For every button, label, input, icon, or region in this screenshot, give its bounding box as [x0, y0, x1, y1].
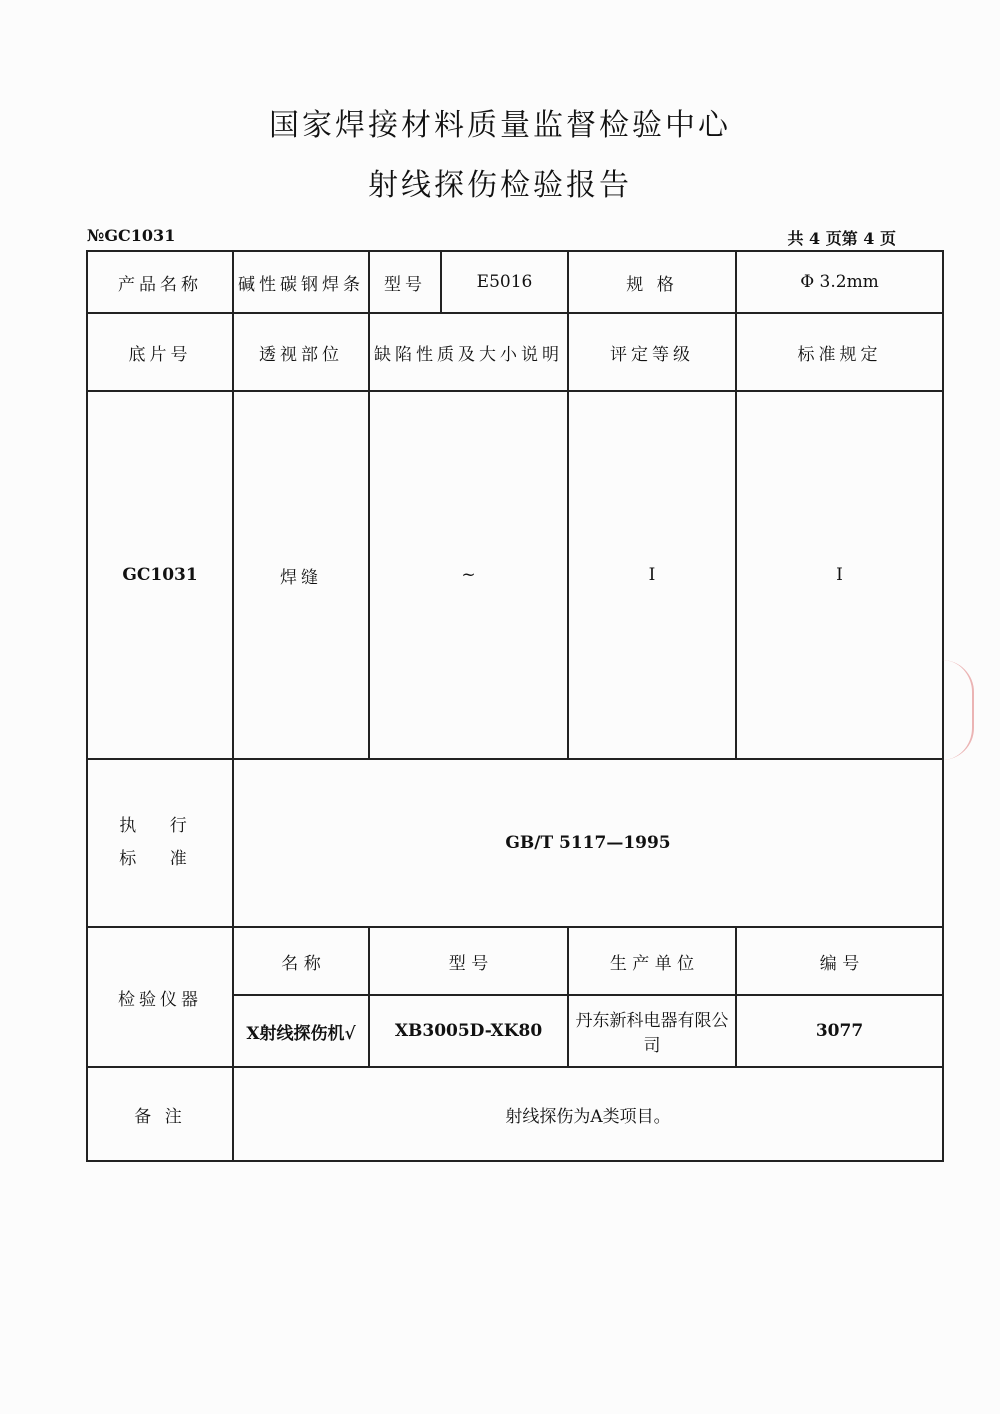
- defect-value: ~: [369, 391, 568, 759]
- column-film-no: 底片号: [87, 313, 233, 391]
- instrument-column-number: 编 号: [736, 927, 943, 995]
- instrument-column-name: 名 称: [233, 927, 369, 995]
- instrument-manufacturer-value: 丹东新科电器有限公司: [568, 995, 736, 1067]
- results-data-row: [87, 391, 943, 759]
- organization-title: 国家焊接材料质量监督检验中心: [269, 108, 731, 143]
- grade-value: I: [568, 391, 736, 759]
- remarks-label: 备 注: [87, 1067, 233, 1161]
- instrument-header-row: [87, 927, 943, 995]
- inspection-table: [86, 250, 944, 1162]
- standard-value: I: [736, 391, 943, 759]
- instrument-label: 检验仪器: [87, 927, 233, 1067]
- execution-standard-row: [87, 759, 943, 927]
- instrument-model-value: XB3005D-XK80: [369, 995, 568, 1067]
- model-value: E5016: [441, 251, 568, 313]
- instrument-name-value: X射线探伤机√: [233, 995, 369, 1067]
- spec-value: Φ 3.2mm: [736, 251, 943, 313]
- execution-standard-label-line2: 标 准: [119, 849, 201, 869]
- product-name-label: 产品名称: [87, 251, 233, 313]
- page-count: 共 4 页第 4 页: [787, 229, 896, 248]
- column-position: 透视部位: [233, 313, 369, 391]
- report-number: №GC1031: [87, 226, 176, 245]
- column-grade: 评定等级: [568, 313, 736, 391]
- product-name-value: 碱性碳钢焊条: [233, 251, 369, 313]
- column-standard: 标准规定: [736, 313, 943, 391]
- execution-standard-label-line1: 执 行: [119, 816, 201, 836]
- remarks-value: 射线探伤为A类项目。: [233, 1067, 943, 1161]
- execution-standard-value: GB/T 5117—1995: [233, 759, 943, 927]
- results-header-row: [87, 313, 943, 391]
- spec-label: 规 格: [568, 251, 736, 313]
- remarks-row: [87, 1067, 943, 1161]
- instrument-column-model: 型 号: [369, 927, 568, 995]
- instrument-column-manufacturer: 生 产 单 位: [568, 927, 736, 995]
- execution-standard-label: [87, 759, 233, 927]
- seal-edge-mark: [942, 660, 974, 760]
- product-row: [87, 251, 943, 313]
- report-title: 射线探伤检验报告: [368, 168, 632, 203]
- column-defect: 缺陷性质及大小说明: [369, 313, 568, 391]
- instrument-number-value: 3077: [736, 995, 943, 1067]
- position-value: 焊缝: [233, 391, 369, 759]
- model-label: 型号: [369, 251, 441, 313]
- film-no-value: GC1031: [87, 391, 233, 759]
